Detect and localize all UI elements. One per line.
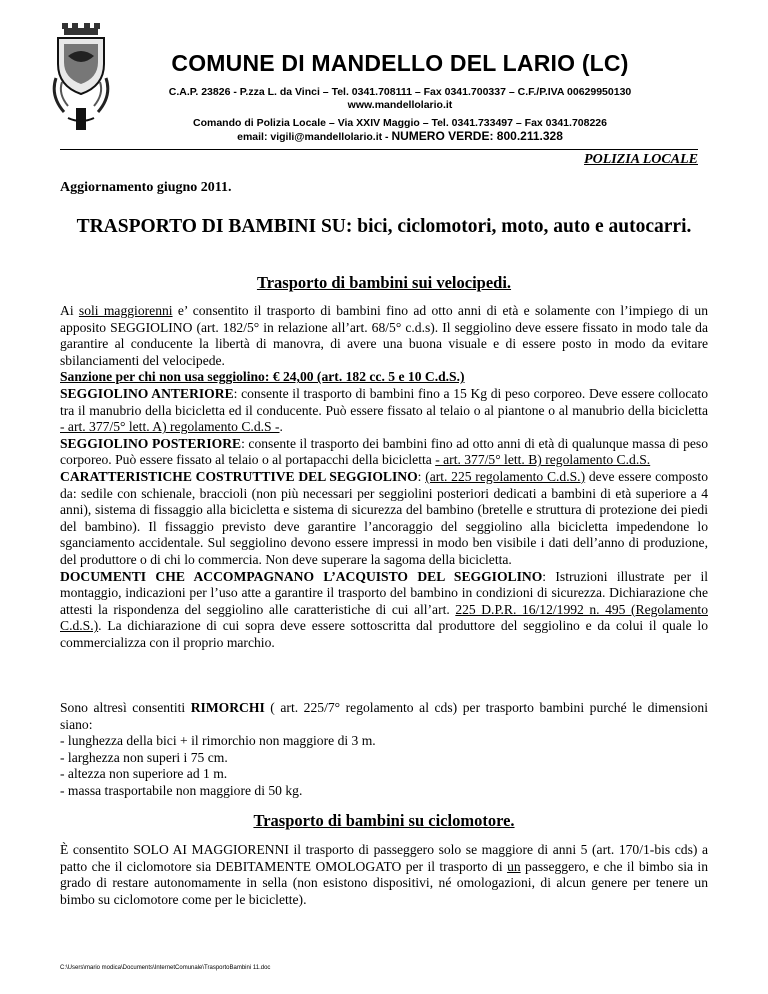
file-path-footer: C:\Users\mario modica\Documents\InternetComunale\TrasportoBambini 11.doc [60,965,271,971]
paragraph-trailers [60,700,708,733]
toll-free-number: NUMERO VERDE: 800.211.328 [391,129,563,143]
text-run: : consente il trasporto dei bambini fino ad otto anni di età di qualunque massa di peso corporeo. Può essere fissato al telaio o al portapacchi della bicicletta [60,435,709,468]
text-run: . La dichiarazione di cui sopra deve essere sottoscritta dal produttore del seggiolino e da colui il quale lo commercializza con il proprio marchio. [60,618,708,650]
text-run: 225 D.P.R. 16/12/1992 n. 495 (Regolamento C.d.S.) [60,601,708,634]
text-run: . [279,419,283,435]
section-body-bicycles [60,303,708,651]
paragraph-rear-seat [60,436,708,469]
text-run: Ai [60,303,79,318]
text-run: È consentito SOLO AI MAGGIORENNI il trasporto di passeggero solo se maggiore di anni 5 (art. 170/1-bis cds) a patto che il ciclomotore sia DEBITAMENTE OMOLOGATO per il trasporto di [60,842,708,874]
text-run: Sono altresì consentiti [60,700,191,715]
list-item: - altezza non superiore ad 1 m. [60,766,228,782]
paragraph-front-seat [60,386,708,436]
sanction-line: Sanzione per chi non usa seggiolino: € 24,00 (art. 182 cc. 5 e 10 C.d.S.) [60,369,465,385]
section-heading-bicycles: Trasporto di bambini sui velocipedi. [256,273,512,292]
list-item: - massa trasportabile non maggiore di 50 kg. [60,782,303,798]
paragraph-mopeds [60,842,708,908]
header-divider [60,149,698,150]
paragraph-seat-features [60,469,708,569]
email-line [120,130,680,144]
police-contact-line: Comando di Polizia Locale – Via XXIV Maggio – Tel. 0341.733497 – Fax 0341.708226 [193,117,607,129]
text-run: RIMORCHI [190,700,265,715]
website-link[interactable]: www.mandellolario.it [347,99,453,111]
email-text[interactable]: email: vigili@mandellolario.it - [237,131,389,143]
paragraph-seat-documents [60,569,708,652]
text-run: passeggero, e che il bimbo sia in grado di restare autonomamente in sella (non esistono dispositivi, né omologazioni, di alcun genere per tenere un bimbo su ciclomotore come per le biciclette). [60,858,709,907]
section-heading-mopeds: Trasporto di bambini su ciclomotore. [253,811,515,830]
department-label: POLIZIA LOCALE [584,152,698,167]
text-run: SEGGIOLINO POSTERIORE [60,435,242,451]
list-item: - lunghezza della bici + il rimorchio non maggiore di 3 m. [60,733,376,749]
text-run: SEGGIOLINO ANTERIORE [60,385,234,401]
paragraph-intro [60,303,708,369]
municipal-crest-icon [50,22,112,134]
text-run: deve essere composto da: sedile con schienale, braccioli (non più necessari per seggiolini posteriori dedicati a bambini di età superiore a 4 anni), sistema di fissaggio alla bicicletta e sistema di sicurezza del bambino (bretelle e struttura di protezione dei piedi del bambino). Il fissaggio previsto deve garantire l’ancoraggio del seggiolino alla bicicletta impedendone lo sganciamento accidentale. Sul seggiolino devono essere impressi in modo ben visibile i dati dell’anno di produzione, del produttore o di chi lo commercia. Non deve superare la sagoma della bicicletta. [60,468,709,567]
text-run: e’ consentito il trasporto di bambini fino ad otto anni di età e solamente con l’impiego di un apposito SEGGIOLINO (art. 182/5° in relazione all’art. 68/5° c.d.s). Il seggiolino deve essere fissato in modo tale da garantire al conducente la libertà di manovra, di avere una buona visuale e di essere posto in modo da evitare sbilanciamenti del velocipede. [60,303,708,368]
text-run: soli maggiorenni [78,303,173,318]
municipality-title: COMUNE DI MANDELLO DEL LARIO (LC) [171,50,629,76]
text-run: - art. 377/5° lett. B) regolamento C.d.S. [435,452,651,468]
contact-line: C.A.P. 23826 - P.zza L. da Vinci – Tel. 0341.708111 – Fax 0341.700337 – C.F./P.IVA 00629950130 [168,86,632,98]
text-run: - art. 377/5° lett. A) regolamento C.d.S - [60,419,280,435]
text-run: : Istruzioni illustrate per il montaggio, indicazioni per l’uso atte a garantire il trasporto del bambino in condizioni di sicurezza. Dichiarazione che attesti la rispondenza del seggiolino alle caratteristiche di cui all’art. [60,568,708,617]
document-title: TRASPORTO DI BAMBINI SU: bici, ciclomotori, moto, auto e autocarri. [76,216,692,237]
text-run: un [507,858,521,874]
text-run: : consente il trasporto di bambini fino a 15 Kg di peso corporeo. Deve essere collocato tra il manubrio della bicicletta ed il conducente. Può essere fissato al telaio o al piantone o al manubrio della bicicletta [60,385,708,418]
text-run: ( art. 225/7° regolamento al cds) per trasporto bambini purché le dimensioni siano: [60,700,708,732]
text-run: CARATTERISTICHE COSTRUTTIVE DEL SEGGIOLINO [60,468,418,484]
section-body-mopeds [60,842,708,908]
text-run: (art. 225 regolamento C.d.S.) [425,468,586,484]
text-run: DOCUMENTI CHE ACCOMPAGNANO L’ACQUISTO DEL SEGGIOLINO [60,568,543,584]
trailers-block [60,700,708,800]
list-item: - larghezza non superi i 75 cm. [60,749,228,765]
text-run: : [417,468,426,484]
update-note: Aggiornamento giugno 2011. [60,180,232,195]
